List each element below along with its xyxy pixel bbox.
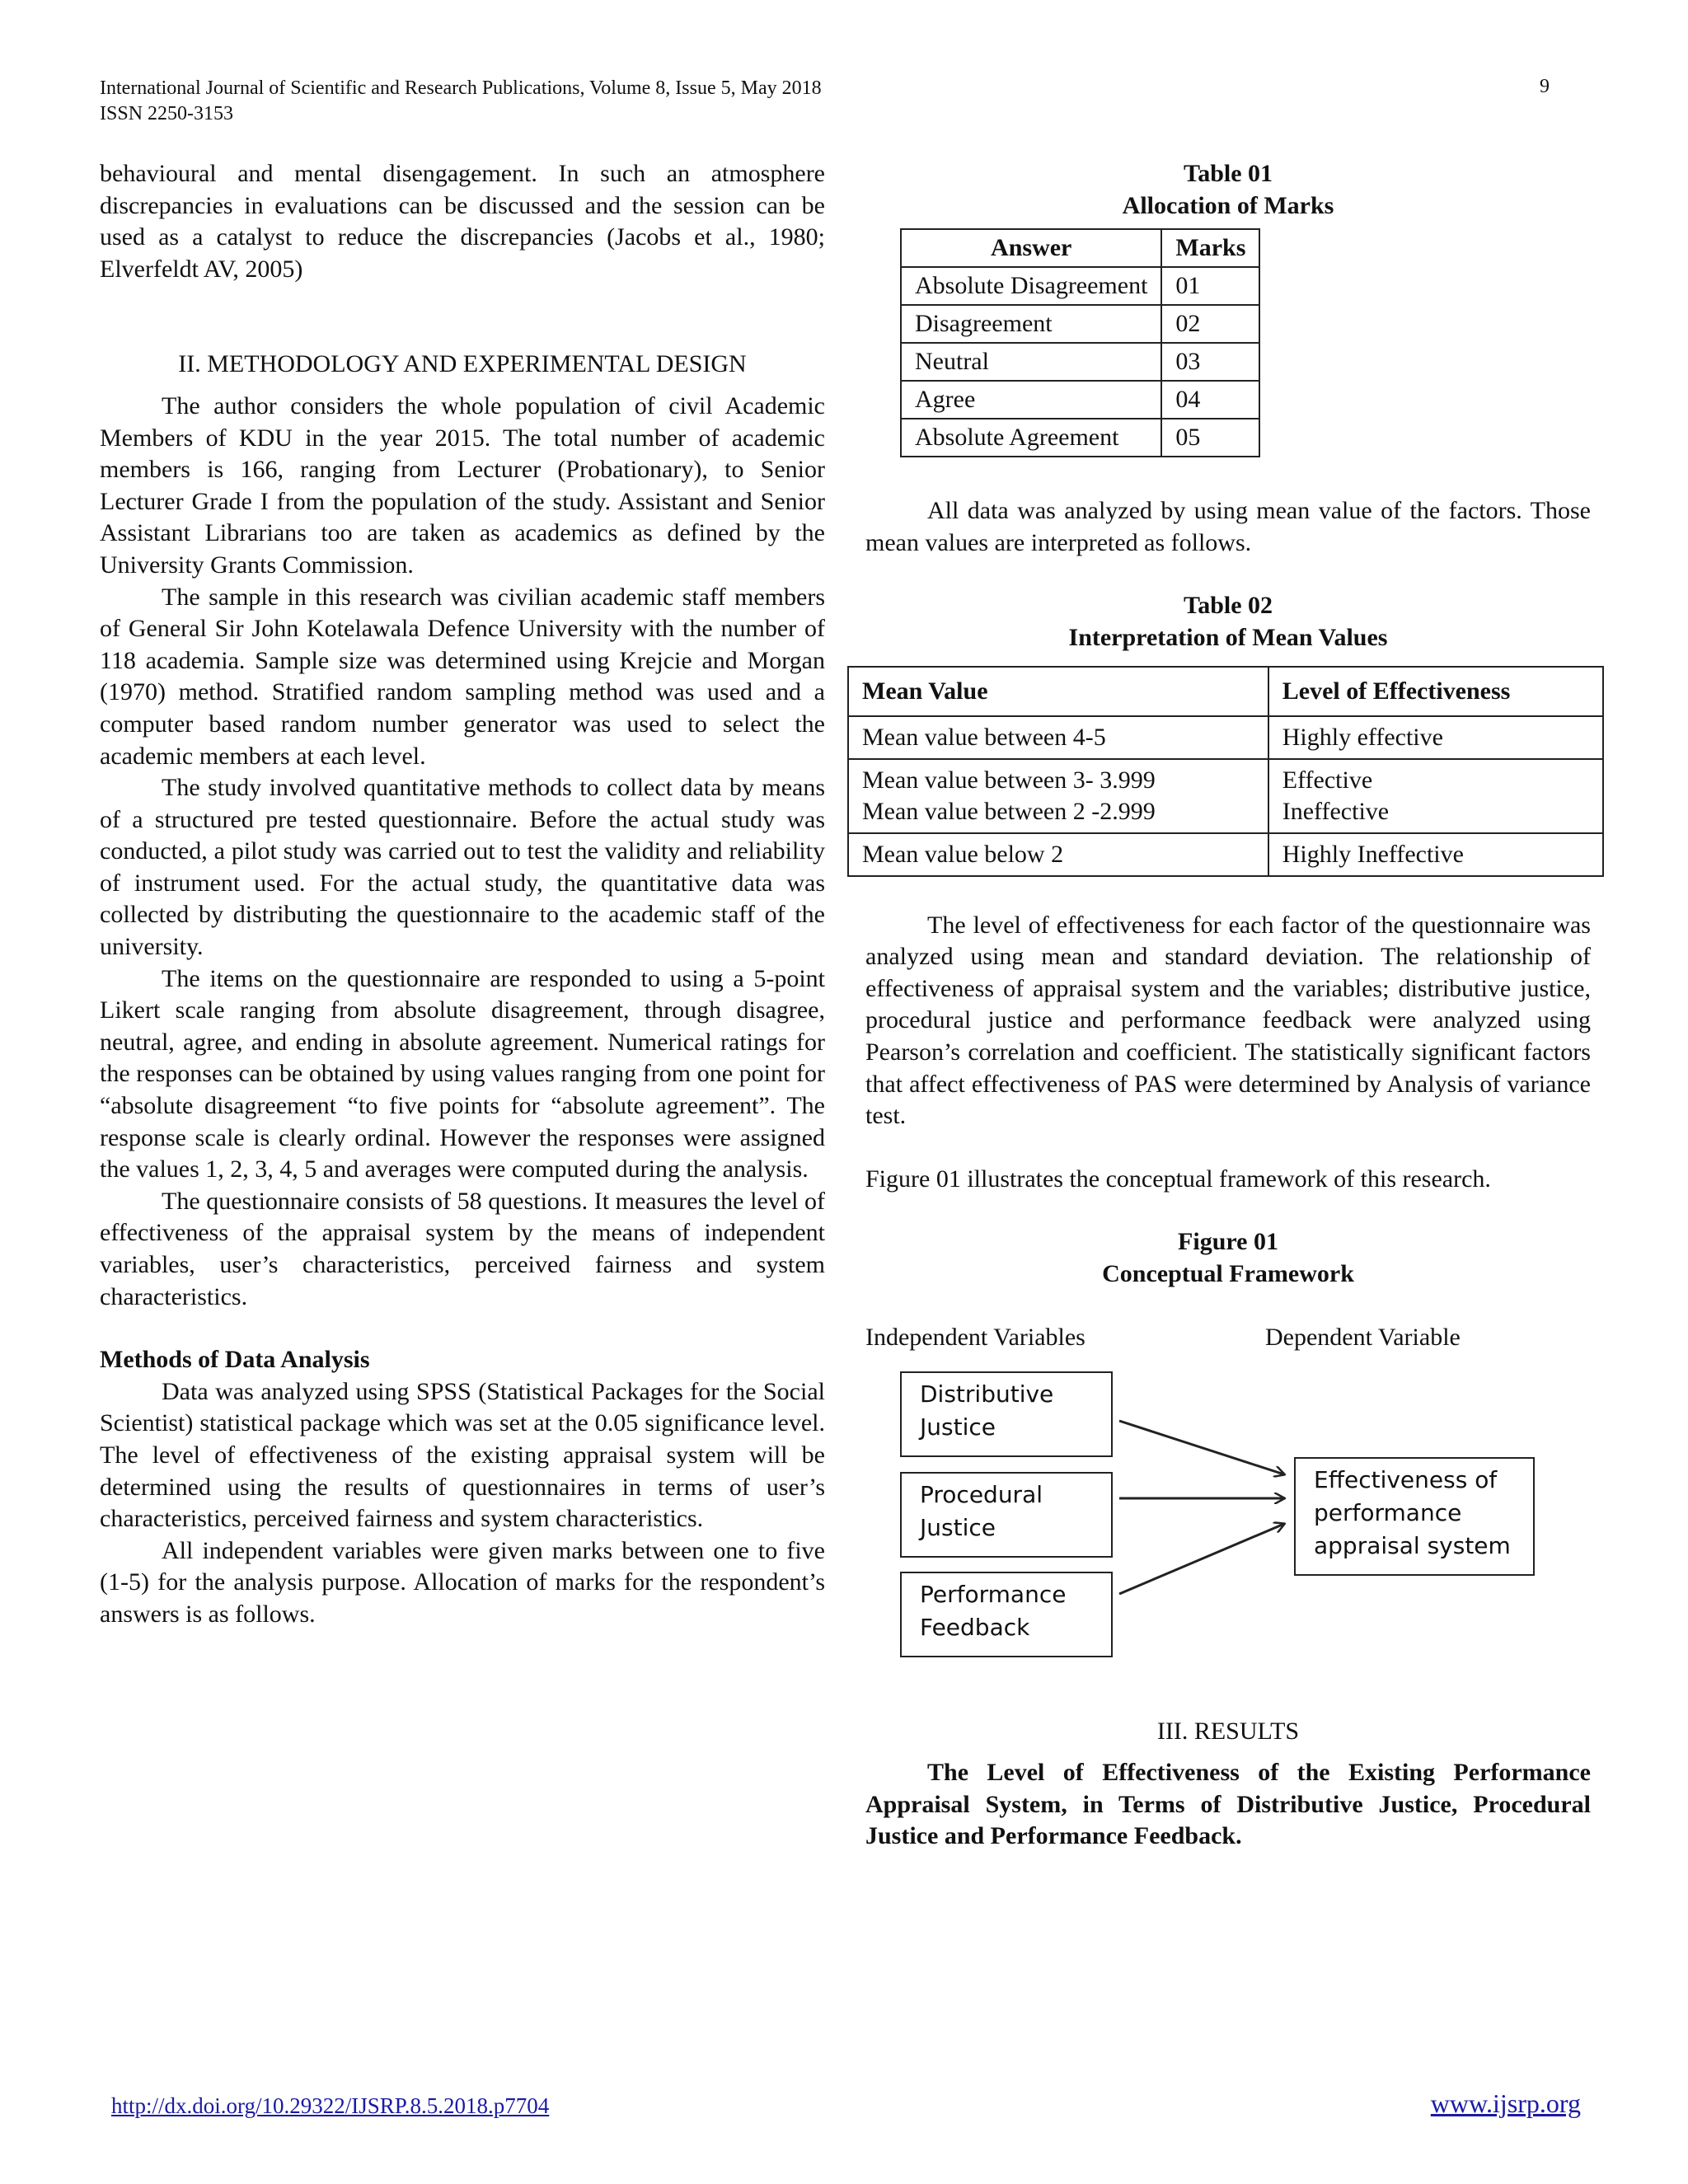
box-line: Effectiveness of: [1314, 1465, 1498, 1493]
distributive-justice-box: [900, 1371, 1113, 1457]
marks-table: [900, 228, 1260, 457]
paragraph: The items on the questionnaire are responded to using a 5-point Likert scale ranging from absolute disagreement, through disagree, neutral, agree, and ending in absolute agreement. Numerical ratings for the responses can be obtained by using values ranging from one point for “absolute disagreement “to five points for “absolute agreement”. The response scale is clearly ordinal. However the responses were assigned the values 1, 2, 3, 4, 5 and averages were computed during the analysis.: [100, 964, 825, 1183]
mean-interpretation-table: [847, 666, 1604, 877]
table-cell: Mean value between 4-5: [848, 716, 1268, 759]
box-line: Justice: [920, 1413, 996, 1441]
table-row: [848, 716, 1603, 759]
left-column: [100, 158, 825, 1631]
paragraph: Data was analyzed using SPSS (Statistical Packages for the Social Scientist) statistical package which was set at the 0.05 significance level. The level of effectiveness of the existing appraisal system will be determined using the results of questionnaires in terms of user’s characteristics, perceived fairness and system characteristics.: [100, 1377, 825, 1533]
paragraph: The level of effectiveness for each factor of the questionnaire was analyzed using mean and standard deviation. The relationship of effectiveness of appraisal system and the variables; distributive justice, procedural justice and performance feedback were analyzed using Pearson’s correlation and coefficient. The statistically significant factors that affect effectiveness of PAS were determined by Analysis of variance test.: [865, 911, 1591, 1130]
box-line: Performance: [920, 1580, 1067, 1608]
box-line: appraisal system: [1314, 1531, 1511, 1559]
table1-label: Table 01: [1183, 160, 1273, 187]
table-header-cell: Level of Effectiveness: [1268, 667, 1603, 716]
table-header-cell: Marks: [1161, 229, 1259, 267]
figure-label: Figure 01: [1178, 1228, 1278, 1256]
figure-title: Conceptual Framework: [1102, 1259, 1354, 1287]
table-cell: Agree: [901, 381, 1161, 419]
table-header-row: [901, 229, 1259, 267]
table-cell: [1268, 759, 1603, 833]
issn: ISSN 2250-3153: [100, 103, 234, 124]
table-row: [901, 305, 1259, 343]
paragraph: All data was analyzed by using mean value of the factors. Those mean values are interpreted as follows.: [865, 497, 1591, 556]
procedural-justice-box: [900, 1472, 1113, 1558]
table-cell: 03: [1161, 343, 1259, 381]
paragraph: The study involved quantitative methods to collect data by means of a structured pre tested questionnaire. Before the actual study was conducted, a pilot study was carried out to test the validity and reliability of instrument used. For the actual study, the quantitative data was collected by distributing the questionnaire to the academic staff of the university.: [100, 774, 825, 961]
doi-link[interactable]: http://dx.doi.org/10.29322/IJSRP.8.5.2018.p7704: [111, 2093, 550, 2118]
table-cell: 02: [1161, 305, 1259, 343]
table-row: [848, 759, 1603, 833]
arrow-distributive: [1119, 1421, 1284, 1474]
conceptual-framework-diagram: [865, 1322, 1591, 1668]
table-cell: Absolute Disagreement: [901, 267, 1161, 305]
box-line: Procedural: [920, 1480, 1043, 1508]
paragraph: The questionnaire consists of 58 questions. It measures the level of effectiveness of the appraisal system by the means of independent variables, user’s characteristics, perceived fairness and system characteristics.: [100, 1187, 825, 1310]
paragraph: Figure 01 illustrates the conceptual framework of this research.: [865, 1165, 1491, 1193]
table1-title: Allocation of Marks: [1122, 191, 1334, 219]
table2-title: Interpretation of Mean Values: [1068, 623, 1388, 651]
box-line: Distributive: [920, 1380, 1054, 1408]
page-number: 9: [1540, 76, 1550, 97]
section-title-results: III. RESULTS: [1156, 1717, 1300, 1745]
table-cell: 01: [1161, 267, 1259, 305]
box-line: performance: [1314, 1498, 1462, 1526]
journal-title: International Journal of Scientific and Research Publications, Volume 8, Issue 5, May 2018: [100, 77, 822, 99]
arrow-feedback: [1119, 1524, 1284, 1594]
methods-heading: Methods of Data Analysis: [100, 1346, 370, 1374]
paragraph: The sample in this research was civilian academic staff members of General Sir John Kotelawala Defence University with the number of 118 academia. Sample size was determined using Krejcie and Morgan (1970) method. Stratified random sampling method was used and a computer based random number generator was used to select the academic members at each level.: [100, 583, 825, 770]
table2-label: Table 02: [1183, 592, 1273, 620]
table-cell: Highly Ineffective: [1268, 833, 1603, 876]
table-row: [901, 267, 1259, 305]
table-cell: Absolute Agreement: [901, 419, 1161, 457]
website-link[interactable]: www.ijsrp.org: [1430, 2088, 1581, 2118]
right-column: [862, 158, 1591, 1853]
page-header: [100, 76, 822, 127]
table-row: [901, 419, 1259, 457]
cell-line: Effective: [1282, 766, 1373, 794]
intro-continued: behavioural and mental disengagement. In such an atmosphere discrepancies in evaluations can be discussed and the session can be used as a catalyst to reduce the discrepancies (Jacobs et al., 1980; Elverfeldt AV, 2005): [100, 160, 825, 283]
cell-line: Mean value between 3- 3.999: [862, 766, 1156, 794]
table-cell: Mean value below 2: [848, 833, 1268, 876]
independent-variables-label: Independent Variables: [865, 1323, 1085, 1351]
cell-line: Mean value between 2 -2.999: [862, 797, 1156, 825]
table-row: [901, 343, 1259, 381]
table-header-cell: Answer: [901, 229, 1161, 267]
cell-line: Ineffective: [1282, 797, 1390, 825]
table-cell: 04: [1161, 381, 1259, 419]
table-cell: 05: [1161, 419, 1259, 457]
table-cell: Highly effective: [1268, 716, 1603, 759]
results-heading: The Level of Effectiveness of the Existing Performance Appraisal System, in Terms of Distributive Justice, Procedural Justice and Performance Feedback.: [865, 1759, 1591, 1850]
section-title-methodology: II. METHODOLOGY AND EXPERIMENTAL DESIGN: [178, 350, 747, 378]
performance-feedback-box: [900, 1572, 1113, 1657]
table-cell: Neutral: [901, 343, 1161, 381]
effectiveness-box: [1294, 1457, 1535, 1576]
table-cell: Disagreement: [901, 305, 1161, 343]
paragraph: All independent variables were given marks between one to five (1-5) for the analysis purpose. Allocation of marks for the respondent’s answers is as follows.: [100, 1536, 825, 1628]
table-row: [901, 381, 1259, 419]
table-header-cell: Mean Value: [848, 667, 1268, 716]
dependent-variable-label: Dependent Variable: [1265, 1323, 1461, 1351]
paragraph: The author considers the whole population of civil Academic Members of KDU in the year 2015. The total number of academic members is 166, ranging from Lecturer (Probationary), to Senior Lecturer Grade I from the population of the study. Assistant and Senior Assistant Librarians too are taken as academics as defined by the University Grants Commission.: [100, 391, 825, 579]
box-line: Justice: [920, 1513, 996, 1541]
table-cell: [848, 759, 1268, 833]
table-row: [848, 833, 1603, 876]
table-header-row: [848, 667, 1603, 716]
box-line: Feedback: [920, 1613, 1030, 1641]
